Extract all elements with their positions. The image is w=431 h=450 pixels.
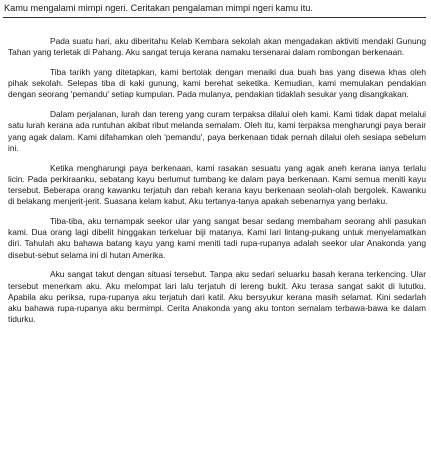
essay-paragraph-5: Tiba-tiba, aku ternampak seekor ular yang sangat besar sedang membaham seorang ahli pasukan kami. Dua orang lagi dibelit hinggakan terkeluar biji matanya. Kami lari lintang-pukang untuk menyelamatkan diri. Tahulah aku bahawa batang kayu yang kami meniti tadi rupa-rupanya adalah seekor ular Anakonda yang disebut-sebut selama ini di hutan Amerika.: [8, 216, 426, 260]
essay-paragraph-4: Ketika mengharungi paya berkenaan, kami rasakan sesuatu yang agak aneh kerana ianya terlalu licin. Pada perkiraanku, sebatang kayu berlumut tumbang ke dalam paya berkenaan. Kami semua meniti kayu tersebut. Beberapa orang kawanku terjatuh dan rebah kerana kayu berkenaan seolah-olah bergolek. Kawanku di belakang menjerit-jerit. Suasana kelam kabut. Aku tertanya-tanya apakah sebenarnya yang berlaku.: [8, 162, 426, 207]
question-divider: [3, 17, 426, 18]
essay-question: Kamu mengalami mimpi ngeri. Ceritakan pengalaman mimpi ngeri kamu itu.: [4, 3, 313, 13]
essay-paragraph-6: Aku sangat takut dengan situasi tersebut. Tanpa aku sedari seluarku basah kerana terkencing. Ular tersebut menerkam aku. Aku melompat lari lalu terjatuh di lereng bukit. Aku terasa sangat sakit di lututku. Apabila aku periksa, rupa-rupanya aku terjatuh dari katil. Aku bersyukur kerana masih selamat. Kini sedarlah aku bahawa rupa-rupanya aku bermimpi. Cerita Anakonda yang aku tonton semalam terbawa-bawa ke dalam tidurku.: [8, 269, 426, 325]
essay-body: [8, 36, 426, 334]
essay-paragraph-3: Dalam perjalanan, lurah dan tereng yang curam terpaksa dilalui oleh kami. Kami tidak dapat melalui satu lurah kerana ada runtuhan akibat ribut melanda semalam. Oleh itu, kami terpaksa mengharungi paya berair yang agak dalam. Kami difahamkan oleh 'pemandu', paya berkenaan tidak pernah dilalui oleh sesiapa sebelum ini.: [8, 109, 426, 153]
essay-paragraph-2: Tiba tarikh yang ditetapkan, kami bertolak dengan menaiki dua buah bas yang disewa khas oleh pihak sekolah. Selepas tiba di kaki gunung, kami berehat seketika. Kemudian, kami memulakan pendakian dengan seorang 'pemandu' setiap kumpulan. Pada mulanya, pendakian tidaklah sesukar yang disangkakan.: [8, 67, 426, 100]
essay-paragraph-1: Pada suatu hari, aku diberitahu Kelab Kembara sekolah akan mengadakan aktiviti mendaki Gunung Tahan yang terletak di Pahang. Aku sangat teruja kerana namaku tersenarai dalam rombongan berkenaan.: [8, 36, 426, 58]
